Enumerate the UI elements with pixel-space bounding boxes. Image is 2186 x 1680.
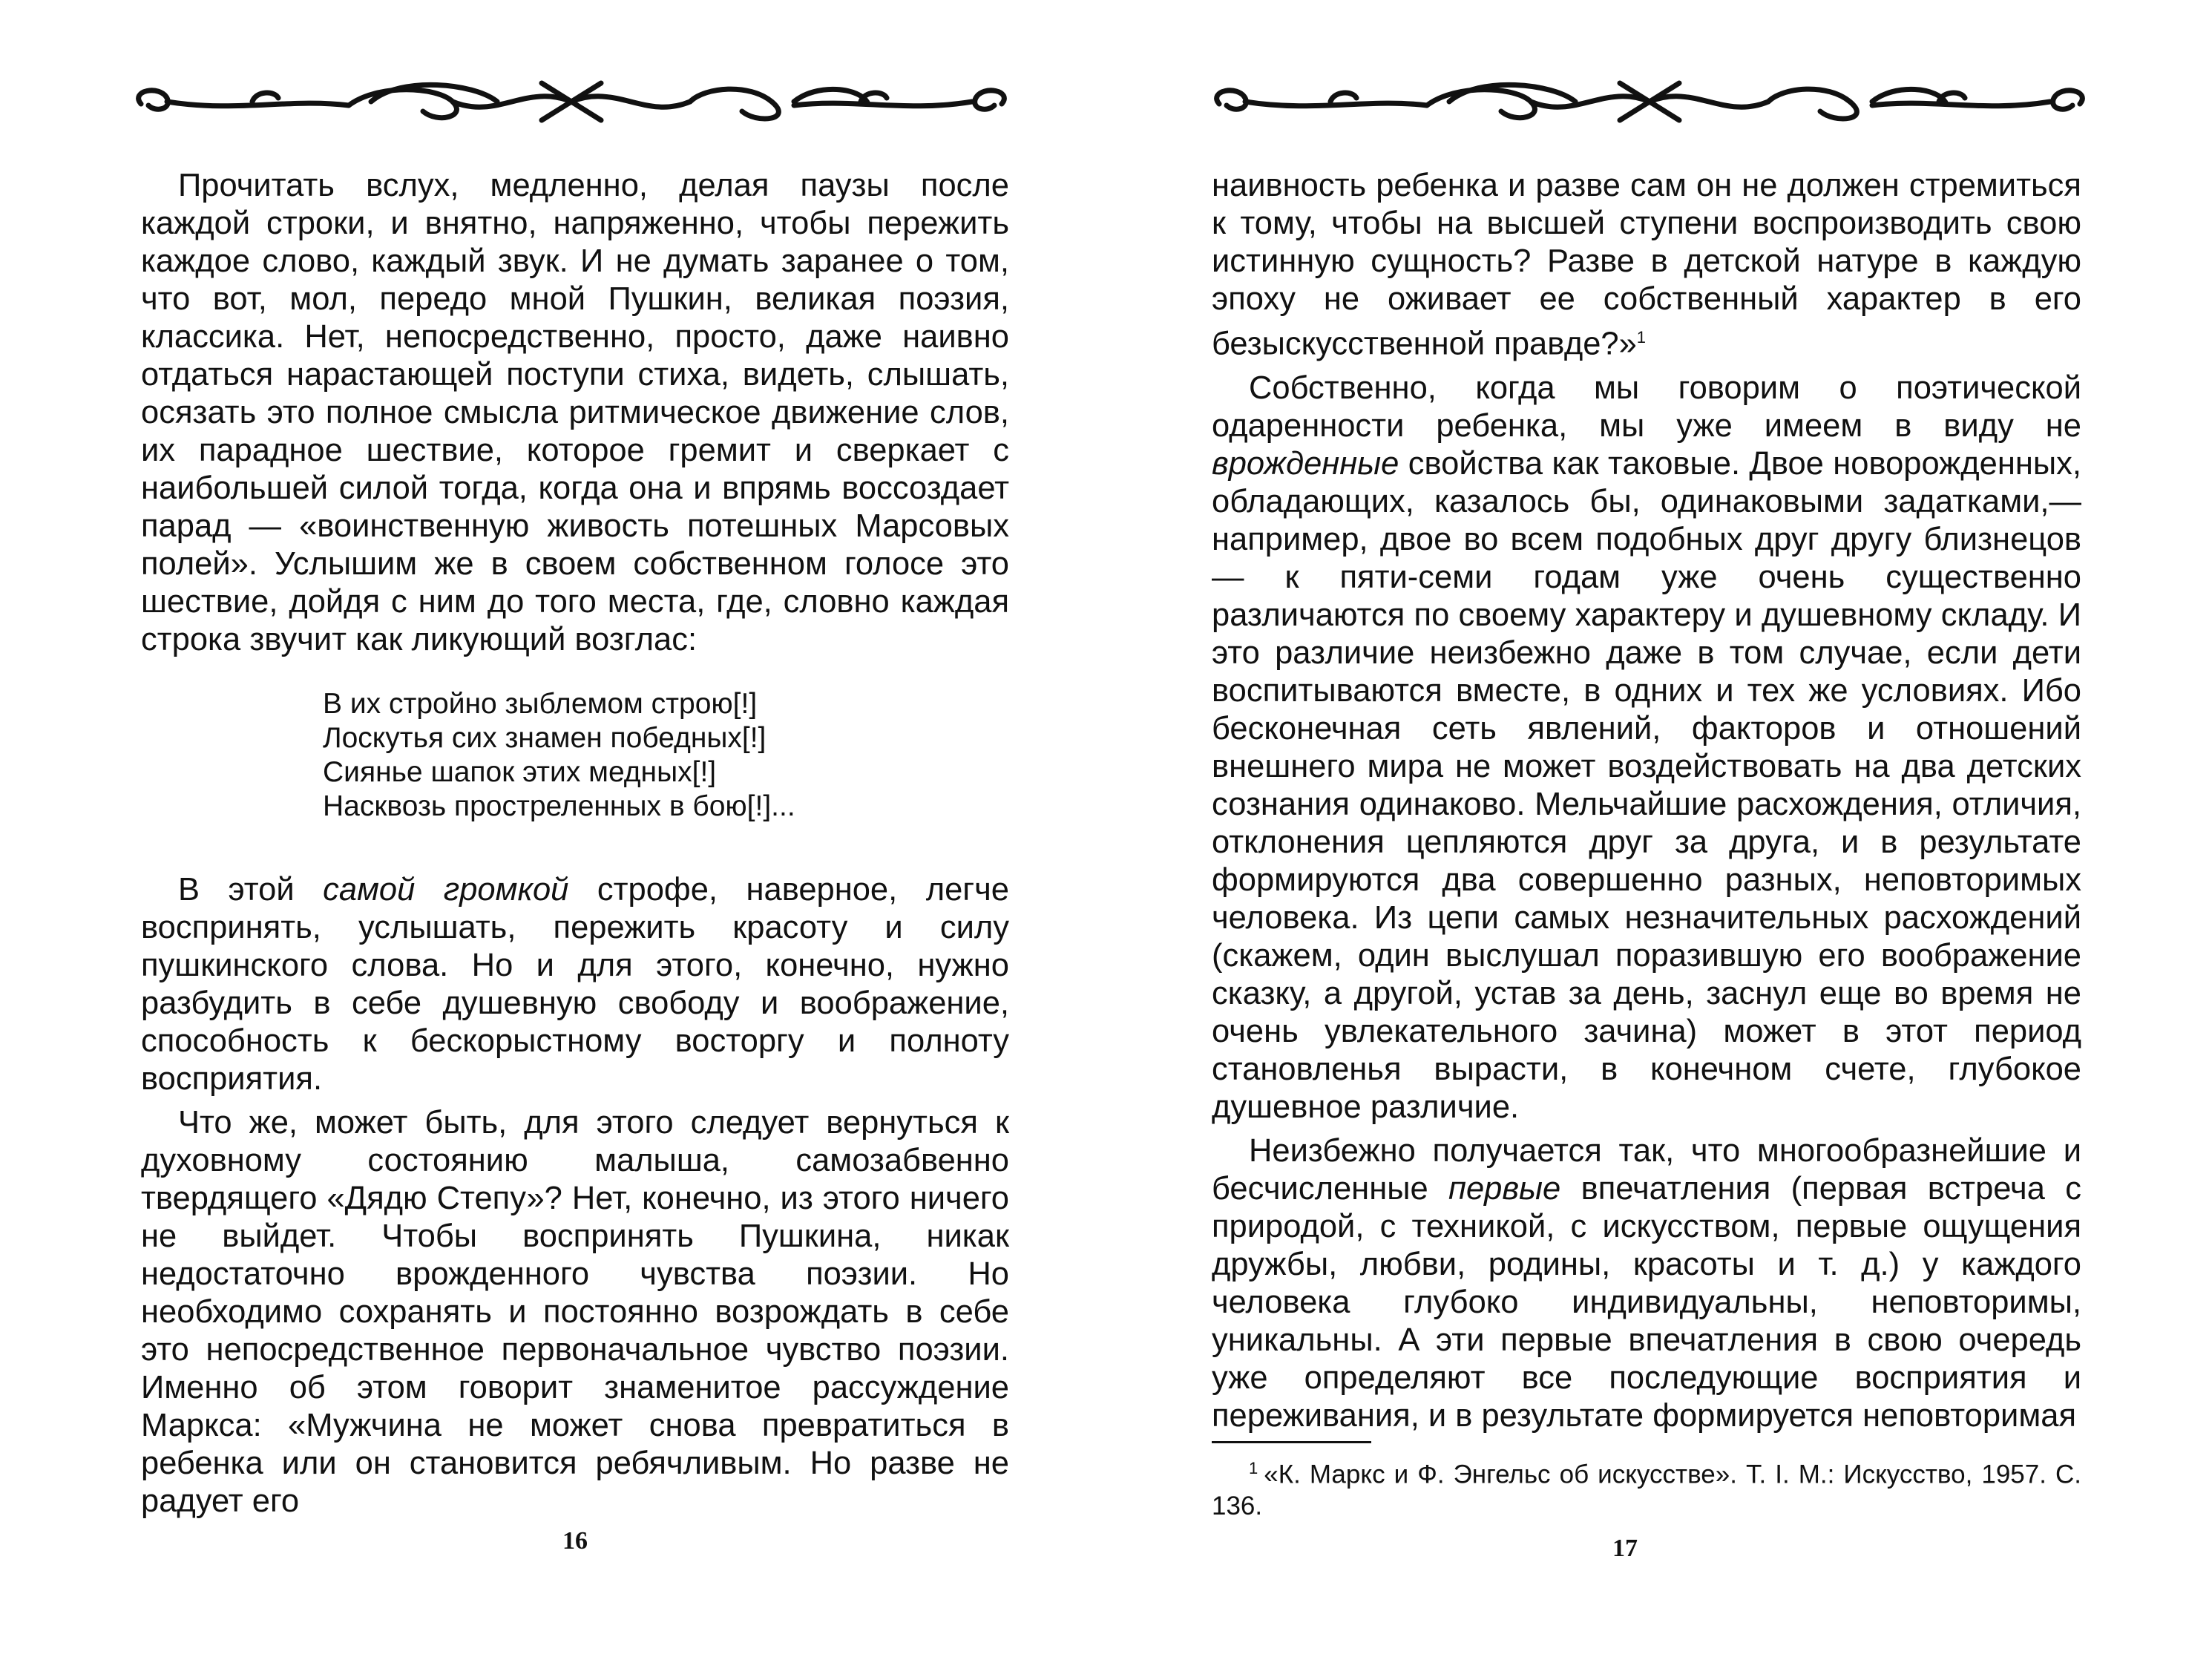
text-run: свойства как таковые. Двое новорожденных, обладающих, казалось бы, одинаковыми задатками,— например, двое во всем подобных друг другу близнецов — к пяти-семи годам уже очень существенно различаются по своему характеру и душевному складу. И это различие неизбежно даже в том случае, если дети воспитываются вместе, в одних и тех же условиях. Ибо бесконечная сеть явлений, факторов и отношений внешнего мира не может воздействовать на два детских сознания одинаково. Мельчайшие расхождения, отличия, отклонения цепляются друг за друга, и в результате формируются два совершенно разных, неповторимых человека. Из цепи самых незначительных расхождений (скажем, один выслушал поразившую его воображение сказку, а другой, устав за день, заснул еще во время не очень увлекательного зачина) может в этот период становленья вырасти, в конечном счете, глубокое душевное различие. xyxy=(1212,445,2081,1125)
footnote-number: 1 xyxy=(1249,1459,1258,1477)
poem-line: Сиянье шапок этих медных[!] xyxy=(323,756,717,788)
footnote-text: «К. Маркс и Ф. Энгельс об искусстве». Т. I. М.: Искусство, 1957. С. 136. xyxy=(1212,1460,2081,1520)
left-page-text xyxy=(141,167,1009,1520)
right-page-text xyxy=(1212,167,2081,1435)
text-run: Собственно, когда мы говорим о поэтической одаренности ребенка, мы уже имеем в виду не xyxy=(1212,370,2081,444)
right-page xyxy=(1093,0,2186,1680)
page-number: 17 xyxy=(1612,1535,1638,1562)
emphasis: первые xyxy=(1448,1170,1561,1207)
emphasis: самой громкой xyxy=(323,872,569,908)
scroll-ornament-icon xyxy=(1204,68,2095,135)
page-number: 16 xyxy=(562,1527,588,1555)
paragraph: Что же, может быть, для этого следует вернуться к духовному состоянию малыша, самозабвенно твердящего «Дядю Степу»? Нет, конечно, из этого ничего не выйдет. Чтобы воспринять Пушкина, никак недостаточно врожденного чувства поэзии. Но необходимо сохранять и постоянно возрождать в себе это непосредственное первоначальное чувство поэзии. Именно об этом говорит знаменитое рассуждение Маркса: «Мужчина не может снова превратиться в ребенка или он становится ребячливым. Но разве не радует его xyxy=(141,1105,1009,1519)
text-run: впечатления (первая встреча с природой, с техникой, с искусством, первые ощущения дружбы, любви, родины, красоты и т. д.) у каждого человека глубоко индивидуальны, неповторимы, уникальны. А эти первые впечатления в свою очередь уже определяют все последующие восприятия и переживания, и в результате формируется неповторимая xyxy=(1212,1170,2081,1434)
poem-line: Лоскутья сих знамен победных[!] xyxy=(323,722,767,754)
poem-line: Насквозь простреленных в бою[!]... xyxy=(323,790,795,822)
footnote-reference: 1 xyxy=(1636,328,1647,347)
footnote xyxy=(1212,1453,2081,1522)
paragraph xyxy=(1212,1132,2081,1435)
paragraph xyxy=(1212,167,2081,364)
text-run: наивность ребенка и разве сам он не должен стремиться к тому, чтобы на высшей ступени воспроизводить свою истинную сущность? Разве в детской натуре в каждую эпоху не оживает ее собственный характер в его безыскусственной правде?» xyxy=(1212,168,2081,362)
text-run: Неизбежно получается так, что многообразнейшие и бесчисленные xyxy=(1212,1132,2081,1207)
poem-line: В их стройно зыблемом строю[!] xyxy=(323,688,758,720)
text-run: В этой xyxy=(178,872,324,908)
paragraph xyxy=(1212,370,2081,1126)
poem-stanza xyxy=(323,687,1009,824)
text-run: строфе, наверное, легче воспринять, услышать, пережить красоту и силу пушкинского слова. Но и для этого, конечно, нужно разбудить в себе душевную свободу и воображение, способность к бескорыстному восторгу и полноту восприятия. xyxy=(141,872,1009,1097)
emphasis: врожденные xyxy=(1212,445,1399,482)
paragraph xyxy=(141,871,1009,1098)
scroll-ornament-icon xyxy=(126,68,1017,135)
footnote-divider xyxy=(1212,1441,1371,1443)
paragraph: Прочитать вслух, медленно, делая паузы после каждой строки, и внятно, напряженно, чтобы пережить каждое слово, каждый звук. И не думать заранее о том, что вот, мол, передо мной Пушкин, великая поэзия, классика. Нет, непосредственно, просто, даже наивно отдаться нарастающей поступи стиха, видеть, слышать, осязать это полное смысла ритмическое движение слов, их парадное шествие, которое гремит и сверкает с наибольшей силой тогда, когда она и впрямь воссоздает парад — «воинственную живость потешных Марсовых полей». Услышим же в своем собственном голосе это шествие, дойдя с ним до того места, где, словно каждая строка звучит как ликующий возглас: xyxy=(141,168,1009,657)
